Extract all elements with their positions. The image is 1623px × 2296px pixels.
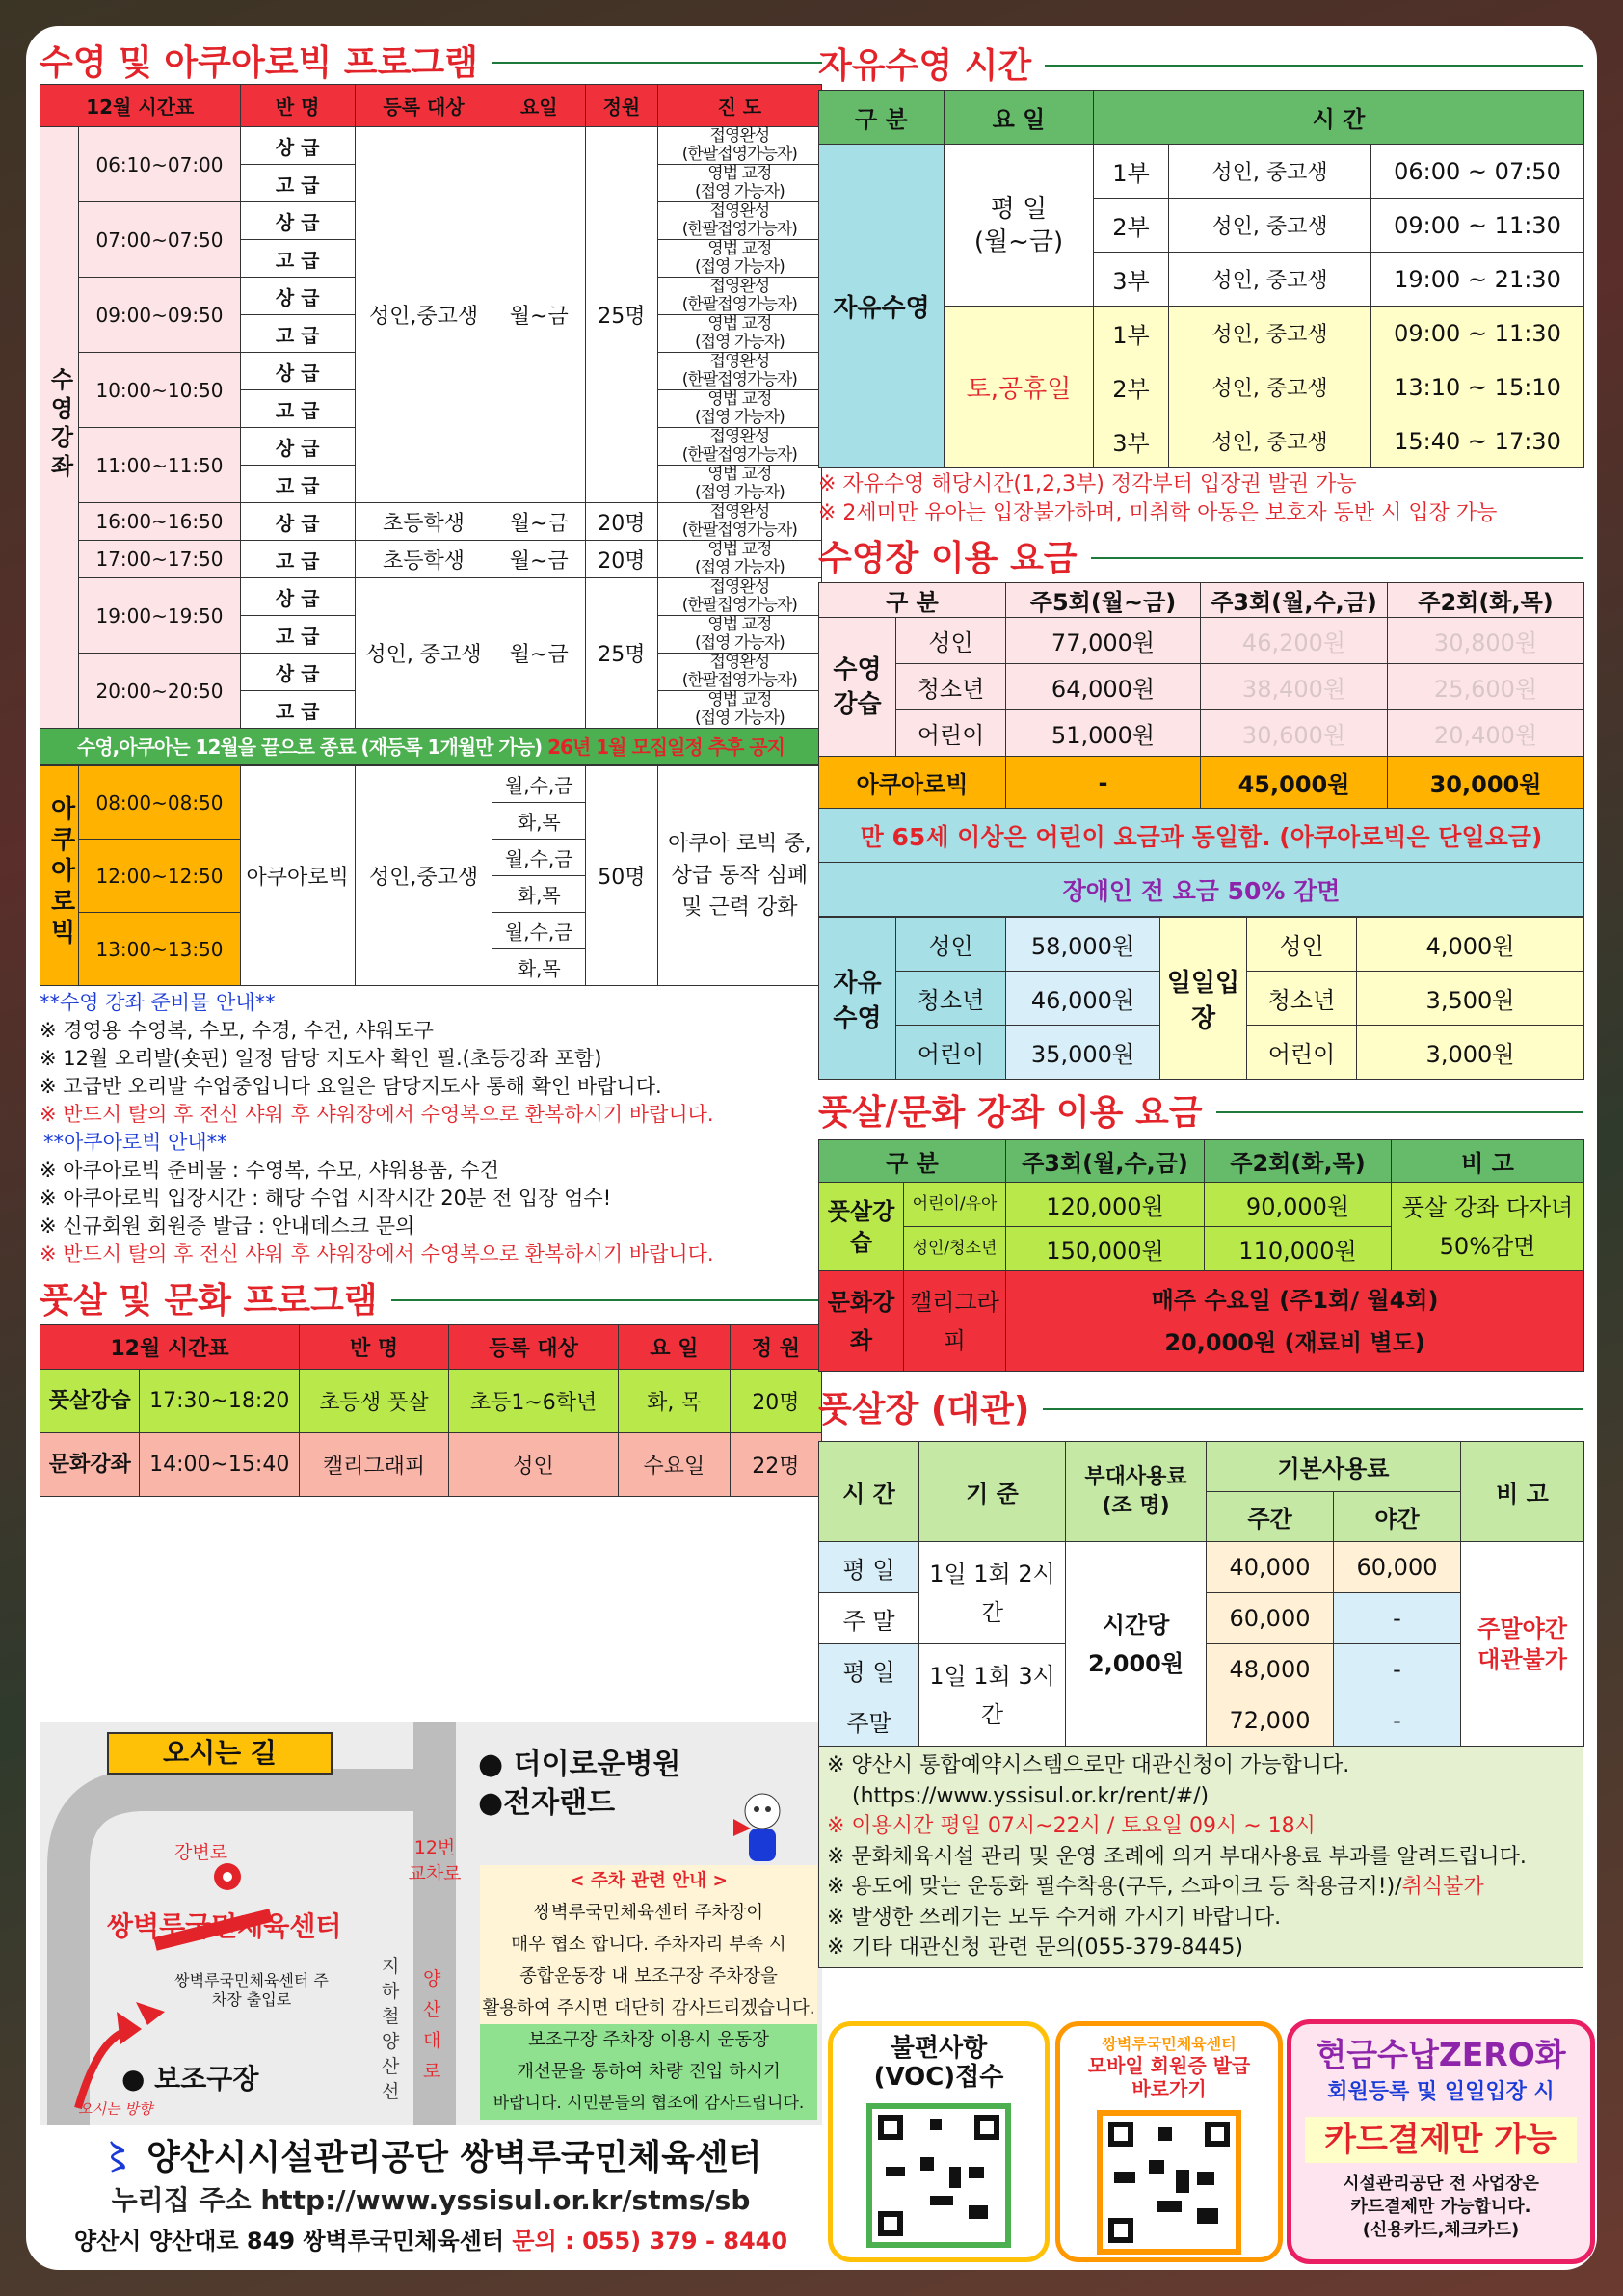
fee-cell: 어린이 — [1247, 1026, 1357, 1080]
time-slot: 07:00~07:50 — [79, 202, 240, 278]
day: 월~금 — [492, 578, 586, 729]
fee-cell: - — [1006, 757, 1201, 809]
progress: 접영완성 (한팔접영가능자) — [657, 503, 821, 541]
row-name: 초등생 풋살 — [299, 1370, 448, 1433]
fee-free-label: 자유수영 — [819, 918, 896, 1080]
fee-cell: 어린이/유아 — [904, 1183, 1006, 1227]
target: 성인,중고생 — [355, 127, 492, 503]
class-level: 상 급 — [240, 202, 355, 240]
map-entrance: 쌍벽루국민체육센터 주차장 출입로 — [174, 1971, 329, 2009]
progress: 접영완성 (한팔접영가능자) — [657, 202, 821, 240]
progress: 영법 교정 (접영 가능자) — [657, 466, 821, 503]
rental-note: ※ 이용시간 평일 07시~22시 / 토요일 09시 ~ 18시 — [827, 1814, 1316, 1838]
th-category: 구 분 — [819, 1140, 1006, 1183]
fee-cell: 청소년 — [896, 664, 1006, 710]
fee-cell: 4,000원 — [1357, 918, 1584, 972]
note-line: ※ 반드시 탈의 후 전신 샤워 후 샤워장에서 수영복으로 환복하시기 바랍니다. — [40, 1103, 714, 1126]
aqua-time: 13:00~13:50 — [79, 913, 240, 986]
free-time: 15:40 ~ 17:30 — [1371, 414, 1584, 468]
cashless-note: 시설관리공단 전 사업장은 카드결제만 가능합니다. (신용카드,체크카드) — [1343, 2174, 1539, 2240]
swim-notice: 수영,아쿠아는 12월을 끝으로 종료 (재등록 1개월만 가능) 26년 1월 모집일정 추후 공지 — [40, 729, 822, 765]
fee-cell: 성인 — [896, 918, 1006, 972]
free-time: 13:10 ~ 15:10 — [1371, 360, 1584, 414]
progress: 접영완성 (한팔접영가능자) — [657, 578, 821, 616]
row-category: 문화강좌 — [40, 1433, 140, 1497]
class-level: 고 급 — [240, 165, 355, 202]
fee-cell: 성인 — [896, 618, 1006, 664]
map-station: 지하철양산선 — [382, 1956, 400, 2102]
swim-program-title: 수영 및 아쿠아로빅 프로그램 — [40, 36, 822, 84]
rental-standard: 1일 1회 2시간 — [919, 1542, 1066, 1644]
fee-cell: 38,400원 — [1201, 664, 1388, 710]
culture-label: 문화강좌 — [819, 1271, 904, 1372]
progress: 영법 교정 (접영 가능자) — [657, 165, 821, 202]
aqua-section-label: 아쿠아로빅 — [40, 766, 79, 986]
th-day: 주간 — [1207, 1492, 1334, 1542]
th-remark: 비 고 — [1461, 1442, 1584, 1542]
free-target: 성인, 중고생 — [1169, 414, 1371, 468]
aqua-progress: 아쿠아 로빅 중,상급 동작 심폐 및 근력 강화 — [657, 766, 821, 986]
parking-line: 종합운동장 내 보조구장 주차장을 — [480, 1961, 817, 1992]
swim-table — [40, 84, 822, 729]
left-column — [40, 36, 822, 1497]
map-title: 오시는 길 — [107, 1732, 333, 1775]
class-level: 고 급 — [240, 691, 355, 729]
th-day: 요 일 — [618, 1325, 730, 1370]
calli-label: 캘리그라피 — [904, 1271, 1006, 1372]
rental-title: 풋살장 (대관) — [818, 1372, 1583, 1441]
th-day: 요일 — [492, 85, 586, 127]
progress: 접영완성 (한팔접영가능자) — [657, 428, 821, 466]
free-target: 성인, 중고생 — [1169, 360, 1371, 414]
row-target: 초등1~6학년 — [449, 1370, 619, 1433]
progress: 접영완성 (한팔접영가능자) — [657, 353, 821, 390]
th-class: 반 명 — [240, 85, 355, 127]
footer-org: 양산시시설관리공단 쌍벽루국민체육센터 — [146, 2138, 762, 2177]
free-swim-table — [818, 90, 1584, 468]
voc-box[interactable] — [828, 2021, 1050, 2262]
rental-note: ※ 기타 대관신청 관련 문의(055-379-8445) — [827, 1936, 1243, 1960]
parking-line: 매우 협소 합니다. 주차자리 부족 시 — [480, 1929, 817, 1961]
futsal-label: 풋살강습 — [819, 1183, 904, 1271]
map-arrow-note: 오시는 방향 — [78, 2100, 153, 2118]
free-part: 1부 — [1094, 307, 1169, 360]
rental-fee: 40,000 — [1207, 1542, 1334, 1593]
fee-cell: 성인 — [1247, 918, 1357, 972]
time-slot: 19:00~19:50 — [79, 578, 240, 654]
aqua-day: 화,목 — [492, 876, 586, 913]
fee-cell: 성인/청소년 — [904, 1227, 1006, 1271]
th-3x: 주3회(월,수,금) — [1201, 583, 1388, 618]
aqua-target: 성인,중고생 — [355, 766, 492, 986]
fee-daily-label: 일일입장 — [1160, 918, 1247, 1080]
capacity: 20명 — [586, 541, 657, 578]
aqua-name: 아쿠아로빅 — [240, 766, 355, 986]
th-remark: 비 고 — [1392, 1140, 1584, 1183]
rental-fee: - — [1334, 1644, 1461, 1695]
time-slot: 06:10~07:00 — [79, 127, 240, 202]
fee-aqua: 아쿠아로빅 — [819, 757, 1006, 809]
free-part: 2부 — [1094, 360, 1169, 414]
fee-table — [818, 582, 1584, 917]
free-target: 성인, 중고생 — [1169, 199, 1371, 253]
right-column — [818, 36, 1583, 1968]
swim-section-label: 수영강좌 — [40, 127, 79, 729]
th-target: 등록 대상 — [355, 85, 492, 127]
footer-address: 양산시 양산대로 849 쌍벽루국민체육센터 — [73, 2228, 505, 2255]
fee-swim-label: 수영강습 — [819, 618, 896, 757]
row-day: 화, 목 — [618, 1370, 730, 1433]
free-target: 성인, 중고생 — [1169, 253, 1371, 307]
card-only: 카드결제만 가능 — [1305, 2117, 1577, 2163]
row-time: 14:00~15:40 — [140, 1433, 300, 1497]
rental-fee: 48,000 — [1207, 1644, 1334, 1695]
mobile-box-label: 모바일 회원증 발급 바로가기 — [1087, 2054, 1251, 2100]
map-road-label: 강변로 — [174, 1842, 228, 1863]
target: 초등학생 — [355, 541, 492, 578]
map[interactable] — [40, 1722, 822, 2125]
progress: 영법 교정 (접영 가능자) — [657, 390, 821, 428]
progress: 접영완성 (한팔접영가능자) — [657, 278, 821, 315]
note-heading: **아쿠아로빅 안내** — [43, 1131, 227, 1154]
parking-line: 바랍니다. 시민분들의 협조에 감사드립니다. — [480, 2088, 817, 2120]
fee-cell: 46,000원 — [1006, 972, 1160, 1026]
fee-cell: 어린이 — [896, 710, 1006, 757]
free-time: 06:00 ~ 07:50 — [1371, 145, 1584, 199]
class-level: 고 급 — [240, 315, 355, 353]
note-line: ※ 고급반 오리발 수업중입니다 요일은 담당지도사 통해 확인 바랍니다. — [40, 1075, 662, 1098]
fee-cell: 30,800원 — [1388, 618, 1584, 664]
map-sub-field: ● 보조구장 — [121, 2063, 259, 2095]
parking-line: 쌍벽루국민체육센터 주차장이 — [480, 1897, 817, 1929]
cashless-subtitle: 회원등록 및 일일입장 시 — [1327, 2080, 1555, 2104]
rental-fee: - — [1334, 1593, 1461, 1644]
futsal-program-title: 풋살 및 문화 프로그램 — [40, 1270, 822, 1324]
fee-cell: 35,000원 — [1006, 1026, 1160, 1080]
rental-notes — [818, 1747, 1583, 1968]
fee-cell: 46,200원 — [1201, 618, 1388, 664]
cashless-title: 현금수납ZERO화 — [1316, 2036, 1566, 2073]
free-note: ※ 2세미만 유아는 입장불가하며, 미취학 아동은 보호자 동반 시 입장 가능 — [818, 501, 1498, 525]
th-progress: 진 도 — [657, 85, 821, 127]
free-time: 19:00 ~ 21:30 — [1371, 253, 1584, 307]
target: 초등학생 — [355, 503, 492, 541]
row-time: 17:30~18:20 — [140, 1370, 300, 1433]
aqua-day: 월,수,금 — [492, 840, 586, 876]
note-line: ※ 아쿠아로빅 입장시간 : 해당 수업 시작시간 20분 전 입장 엄수! — [40, 1187, 612, 1210]
time-slot: 10:00~10:50 — [79, 353, 240, 428]
th-light: 부대사용료 (조 명) — [1066, 1442, 1207, 1542]
futsal-remark: 풋살 강좌 다자녀 50%감면 — [1392, 1183, 1584, 1271]
fee-cell: 51,000원 — [1006, 710, 1201, 757]
note-line: ※ 12월 오리발(숏핀) 일정 담당 지도사 확인 필.(초등강좌 포함) — [40, 1047, 602, 1070]
class-level: 고 급 — [240, 390, 355, 428]
progress: 접영완성 (한팔접영가능자) — [657, 127, 821, 165]
fee-cell: 청소년 — [1247, 972, 1357, 1026]
day: 월~금 — [492, 127, 586, 503]
fee-cell: 150,000원 — [1006, 1227, 1205, 1271]
free-swim-title: 자유수영 시간 — [818, 36, 1583, 90]
time-slot: 16:00~16:50 — [79, 503, 240, 541]
parking-line: 보조구장 주차장 이용시 운동장 — [480, 2024, 817, 2056]
futsal-program-table — [40, 1324, 822, 1497]
parking-title: < 주차 관련 안내 > — [480, 1865, 817, 1897]
mobile-box-top: 쌍벽루국민체육센터 — [1102, 2035, 1237, 2053]
class-level: 고 급 — [240, 616, 355, 654]
rental-note: ※ 양산시 통합예약시스템으로만 대관신청이 가능합니다. — [827, 1753, 1350, 1777]
progress: 영법 교정 (접영 가능자) — [657, 240, 821, 278]
free-part: 2부 — [1094, 199, 1169, 253]
fee-disabled: 장애인 전 요금 50% 감면 — [819, 863, 1584, 917]
free-weekday: 평 일 (월~금) — [945, 145, 1094, 307]
free-part: 3부 — [1094, 253, 1169, 307]
map-electroland: ●전자랜드 — [478, 1786, 616, 1820]
th-category: 구 분 — [819, 91, 945, 145]
th-cap: 정원 — [586, 85, 657, 127]
rental-day: 평 일 — [819, 1644, 919, 1695]
rental-note-red: 취식불가 — [1401, 1875, 1484, 1899]
th-class: 반 명 — [299, 1325, 448, 1370]
fee-cell: 3,500원 — [1357, 972, 1584, 1026]
mascot-icon — [733, 1790, 791, 1867]
day: 월~금 — [492, 503, 586, 541]
fee-cell: 58,000원 — [1006, 918, 1160, 972]
time-slot: 17:00~17:50 — [79, 541, 240, 578]
calli-price: 20,000원 (재료비 별도) — [1164, 1328, 1425, 1356]
aqua-time: 12:00~12:50 — [79, 840, 240, 913]
th-time: 시 간 — [1094, 91, 1584, 145]
calli-info: 매주 수요일 (주1회/ 월4회) — [1151, 1286, 1439, 1314]
logo-icon: 〻 — [99, 2138, 135, 2177]
map-center: 쌍벽루국민체육센터 — [107, 1910, 342, 1942]
culture-fee-table — [818, 1139, 1584, 1372]
notes — [40, 989, 822, 1268]
map-road-label: 양산대로 — [423, 1968, 441, 2082]
row-cap: 20명 — [730, 1370, 821, 1433]
progress: 영법 교정 (접영 가능자) — [657, 541, 821, 578]
time-slot: 20:00~20:50 — [79, 654, 240, 729]
progress: 영법 교정 (접영 가능자) — [657, 315, 821, 353]
class-level: 고 급 — [240, 240, 355, 278]
th-cap: 정 원 — [730, 1325, 821, 1370]
rental-fee: 72,000 — [1207, 1695, 1334, 1747]
voc-label: 불편사항 (VOC)접수 — [873, 2034, 1004, 2092]
progress: 접영완성 (한팔접영가능자) — [657, 654, 821, 691]
map-hospital: ● 더이로운병원 — [478, 1748, 681, 1781]
note-heading: **수영 강좌 준비물 안내** — [40, 991, 276, 1014]
th-time: 12월 시간표 — [40, 1325, 300, 1370]
fee-cell: 30,000원 — [1388, 757, 1584, 809]
rental-day: 평 일 — [819, 1542, 919, 1593]
note-line: ※ 경영용 수영복, 수모, 수경, 수건, 샤워도구 — [40, 1019, 434, 1042]
cashless-box — [1287, 2019, 1595, 2264]
rental-fee: - — [1334, 1695, 1461, 1747]
th-category: 구 분 — [819, 583, 1006, 618]
row-name: 캘리그래피 — [299, 1433, 448, 1497]
fee-cell: 30,600원 — [1201, 710, 1388, 757]
parking-line: 개선문을 통하여 차량 진입 하시기 — [480, 2056, 817, 2088]
class-level: 상 급 — [240, 127, 355, 165]
aqua-day: 월,수,금 — [492, 913, 586, 949]
fee-cell: 25,600원 — [1388, 664, 1584, 710]
parking-notice — [480, 1865, 817, 2120]
th-night: 야간 — [1334, 1492, 1461, 1542]
time-slot: 09:00~09:50 — [79, 278, 240, 353]
note-line: ※ 반드시 탈의 후 전신 샤워 후 샤워장에서 수영복으로 환복하시기 바랍니다. — [40, 1242, 714, 1266]
th-target: 등록 대상 — [449, 1325, 619, 1370]
fee-cell: 120,000원 — [1006, 1183, 1205, 1227]
fee-cell: 청소년 — [896, 972, 1006, 1026]
th-base: 기본사용료 — [1207, 1442, 1461, 1492]
th-time: 시 간 — [819, 1442, 919, 1542]
class-level: 상 급 — [240, 654, 355, 691]
voc-qr-code-icon[interactable] — [866, 2103, 1011, 2248]
free-target: 성인, 중고생 — [1169, 145, 1371, 199]
fee-cell: 90,000원 — [1205, 1183, 1392, 1227]
th-2x: 주2회(화,목) — [1205, 1140, 1392, 1183]
rental-note: ※ 용도에 맞는 운동화 필수착용(구두, 스파이크 등 착용금지!)/ — [827, 1875, 1402, 1899]
fee-cell: 45,000원 — [1201, 757, 1388, 809]
page-card — [26, 26, 1597, 2270]
fee-cell: 64,000원 — [1006, 664, 1201, 710]
row-day: 수요일 — [618, 1433, 730, 1497]
rental-day: 주 말 — [819, 1593, 919, 1644]
row-cap: 22명 — [730, 1433, 821, 1497]
rental-note: ※ 문화체육시설 관리 및 운영 조례에 의거 부대사용료 부과를 알려드립니다. — [827, 1844, 1527, 1869]
th-3x: 주3회(월,수,금) — [1006, 1140, 1205, 1183]
day: 월~금 — [492, 541, 586, 578]
free-note: ※ 자유수영 해당시간(1,2,3부) 정각부터 입장권 발권 가능 — [818, 472, 1357, 496]
footer — [40, 2135, 822, 2262]
class-level: 상 급 — [240, 353, 355, 390]
rental-fee: 60,000 — [1334, 1542, 1461, 1593]
class-level: 고 급 — [240, 466, 355, 503]
rental-link[interactable]: (https://www.yssisul.or.kr/rent/#/) — [852, 1783, 1210, 1808]
row-target: 성인 — [449, 1433, 619, 1497]
aqua-day: 화,목 — [492, 949, 586, 986]
free-part: 1부 — [1094, 145, 1169, 199]
class-level: 상 급 — [240, 503, 355, 541]
note-line: ※ 신규회원 회원증 발급 : 안내데스크 문의 — [40, 1215, 415, 1238]
fee-cell: 20,400원 — [1388, 710, 1584, 757]
note-line: ※ 아쿠아로빅 준비물 : 수영복, 수모, 샤워용품, 수건 — [40, 1159, 499, 1182]
free-weekend: 토,공휴일 — [945, 307, 1094, 468]
free-time: 09:00 ~ 11:30 — [1371, 307, 1584, 360]
fee-cell: 3,000원 — [1357, 1026, 1584, 1080]
fee-cell: 110,000원 — [1205, 1227, 1392, 1271]
aqua-table — [40, 765, 822, 986]
fee-title: 수영장 이용 요금 — [818, 528, 1583, 582]
th-time: 12월 시간표 — [40, 85, 241, 127]
mobile-card-box[interactable] — [1055, 2021, 1283, 2262]
rental-table — [818, 1441, 1584, 1747]
time-slot: 11:00~11:50 — [79, 428, 240, 503]
culture-fee-title: 풋살/문화 강좌 이용 요금 — [818, 1080, 1583, 1139]
th-5x: 주5회(월~금) — [1006, 583, 1201, 618]
class-level: 상 급 — [240, 278, 355, 315]
capacity: 25명 — [586, 578, 657, 729]
footer-url[interactable]: 누리집 주소 http://www.yssisul.or.kr/stms/sb — [111, 2184, 751, 2216]
aqua-cap: 50명 — [586, 766, 658, 986]
rental-fee: 60,000 — [1207, 1593, 1334, 1644]
aqua-day: 월,수,금 — [492, 766, 586, 803]
footer-phone: 문의 : 055) 379 - 8440 — [512, 2228, 788, 2255]
class-level: 상 급 — [240, 578, 355, 616]
map-road-label: 12번 교차로 — [408, 1837, 462, 1884]
th-day: 요 일 — [945, 91, 1094, 145]
row-category: 풋살강습 — [40, 1370, 140, 1433]
rental-remark: 주말야간 대관불가 — [1461, 1542, 1584, 1747]
rental-standard: 1일 1회 3시간 — [919, 1644, 1066, 1747]
progress: 영법 교정 (접영 가능자) — [657, 691, 821, 729]
fee-cell: 어린이 — [896, 1026, 1006, 1080]
free-label: 자유수영 — [819, 145, 945, 468]
free-time: 09:00 ~ 11:30 — [1371, 199, 1584, 253]
aqua-day: 화,목 — [492, 803, 586, 840]
aqua-time: 08:00~08:50 — [79, 766, 240, 840]
capacity: 25명 — [586, 127, 657, 503]
fee-senior: 만 65세 이상은 어린이 요금과 동일함. (아쿠아로빅은 단일요금) — [819, 809, 1584, 863]
capacity: 20명 — [586, 503, 657, 541]
fee-cell: 77,000원 — [1006, 618, 1201, 664]
th-2x: 주2회(화,목) — [1388, 583, 1584, 618]
target: 성인, 중고생 — [355, 578, 492, 729]
rental-day: 주말 — [819, 1695, 919, 1747]
free-part: 3부 — [1094, 414, 1169, 468]
progress: 영법 교정 (접영 가능자) — [657, 616, 821, 654]
th-standard: 기 준 — [919, 1442, 1066, 1542]
rental-light: 시간당 2,000원 — [1066, 1542, 1207, 1747]
rental-note: ※ 발생한 쓰레기는 모두 수거해 가시기 바랍니다. — [827, 1905, 1282, 1930]
class-level: 고 급 — [240, 541, 355, 578]
free-target: 성인, 중고생 — [1169, 307, 1371, 360]
free-daily-table — [818, 917, 1584, 1080]
mobile-qr-code-icon[interactable] — [1097, 2110, 1241, 2255]
class-level: 상 급 — [240, 428, 355, 466]
parking-line: 활용하여 주시면 대단히 감사드리겠습니다. — [480, 1992, 817, 2024]
